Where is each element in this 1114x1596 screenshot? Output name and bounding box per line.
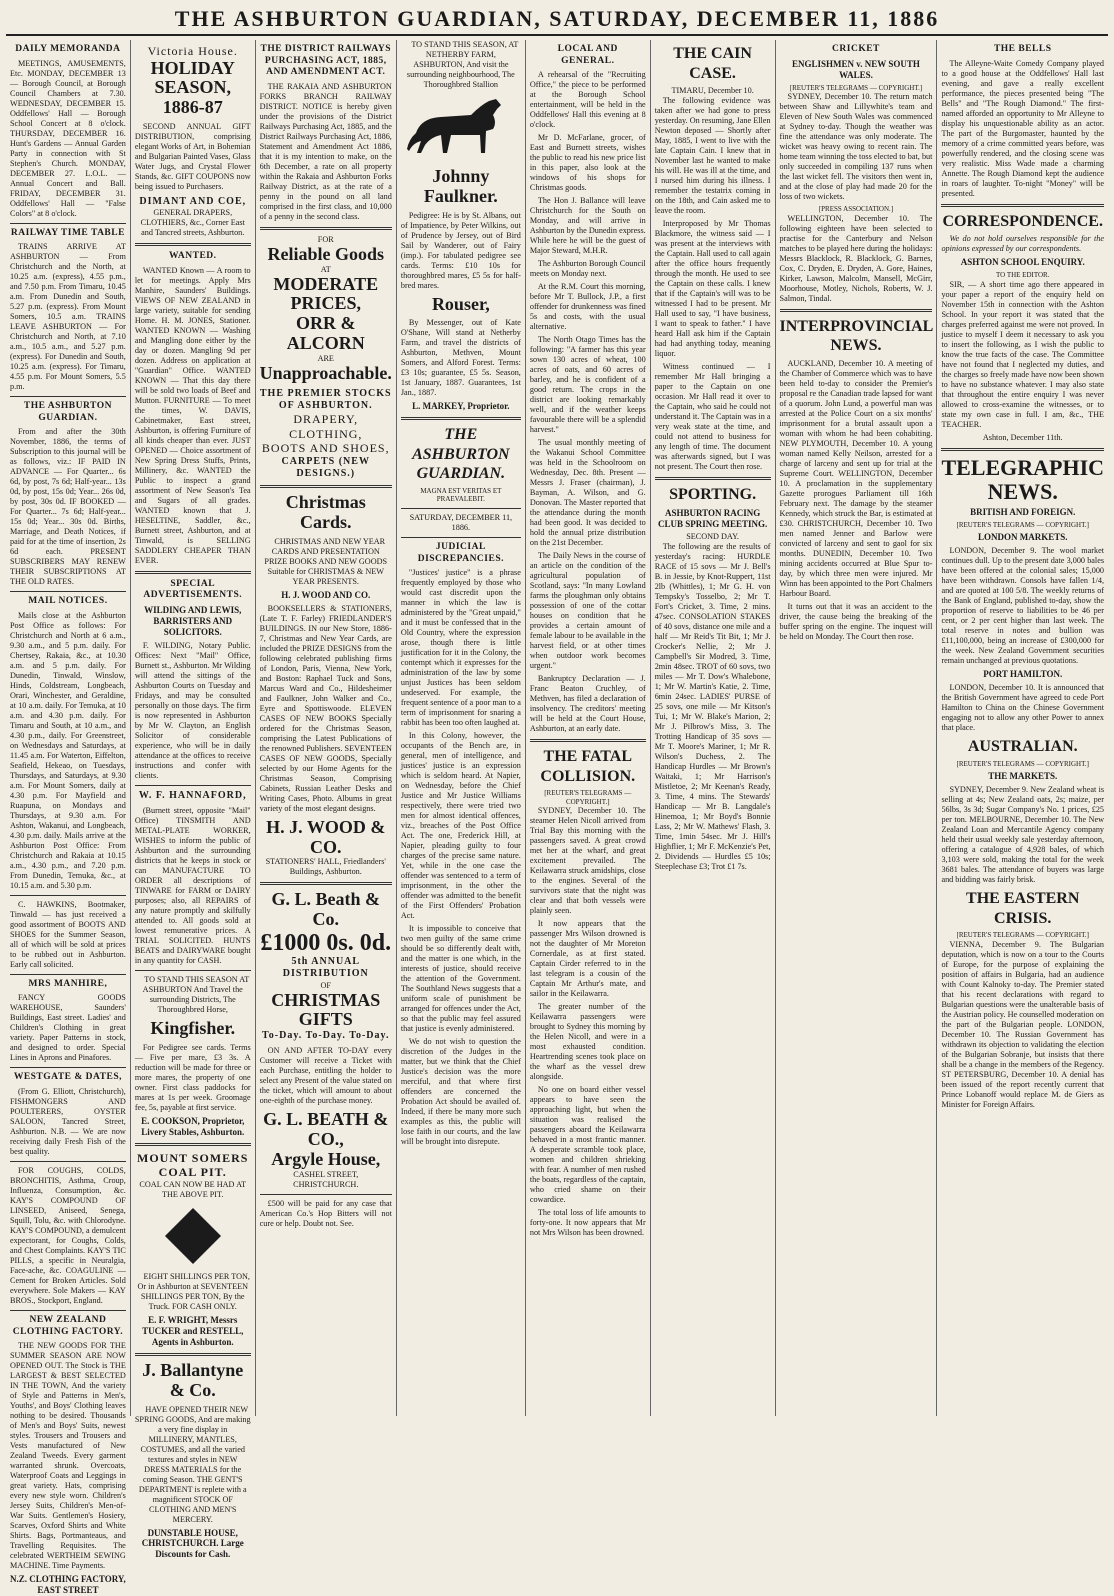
beath-big: G. L. BEATH & CO., — [263, 1109, 389, 1150]
fatal-collision-title: THE FATAL COLLISION. — [540, 748, 636, 785]
reliable-goods: Reliable Goods — [267, 243, 385, 264]
interprovincial-title: INTERPROVINCIAL NEWS. — [779, 317, 934, 355]
column-3 — [256, 40, 397, 1416]
judicial-paragraph: It is impossible to conceive that two men guilty of the same crime should be so differently dealt with, and the matter is one which, in the interests of justice, should receive the attention of the Government. The Southland News suggests that a uniform scale of punishment be arranged for offences under the Act, so that the public may feel assured that justice is evenly administered. — [400, 924, 521, 1034]
special-ads-title: SPECIAL ADVERTISEMENTS. — [143, 578, 243, 601]
divider — [655, 477, 771, 480]
stallion-name: Johnny Faulkner. — [423, 166, 498, 206]
column-8 — [937, 40, 1108, 1416]
moderate-prices: MODERATE PRICES, — [273, 273, 379, 314]
judicial-paragraph: We do not wish to question the discretion of the Judges in the matter, but we think that the Chief Justice's decision was the more merciful, and that where first offenders are concerned the Probation Act should be availed of. Indeed, if there be many more such examples as this, the public will lose faith in our courts, and the law will be brought into disrepute. — [400, 1037, 521, 1147]
bells-title: THE BELLS — [993, 44, 1052, 54]
divider — [135, 1143, 251, 1146]
beath-text: ON AND AFTER TO-DAY every Customer will receive a Ticket with each Purchase, entitling the holder to select any Present of the value stated on the ticket, which will amount to about one-eighth of the purchase money. — [259, 1046, 392, 1106]
mail-notices-text: Mails close at the Ashburton Post Office as follows: For Christchurch and North at 6 a.m., 9.30 a.m., and 5 p.m. daily. For Chertsey, Rakaia, &c., at 10.30 a.m. and 5 p.m. daily. For Dunedin, Tinwald, Winslow, Hinds, Coldstream, Longbeach, Orari, Winchester, and Geraldine, at 10 a.m. daily. For Temuka, at 10 a.m. and 4.30 p.m. daily. For Timaru and South, at 10 a.m., and 4.30 p.m., daily. For Greenstreet, on Wednesdays and Saturdays, at 11.45 a.m. For Waterton, Eiffelton, Seafield, Hekeao, on Tuesdays, Thursdays, and Saturdays, at 9.30 a.m. For Mount Somers, daily at 4.30 p.m. For Mayfield and Ruapuna, on Mondays and Thursdays, at 9.30 a.m. For Ashton, Wakanui, and Longbeach, 4.30 p.m. daily. Mails arrive at the Ashburton Post Office: From Christchurch and Rakaia at 10.15 a.m., 4.30 p.m., and 7.20 p.m. From Dunedin, Temuka, &c., at 10.15 a.m. and 5.30 p.m. — [10, 610, 126, 890]
railway-text: TRAINS ARRIVE AT ASHBURTON — From Christchurch and the North, at 10.25 a.m. (express), 4.55 p.m., and 7.50 p.m. From Timaru, 10.45 a.m. From Dunedin and South, 5.27 p.m. (express). From Mount Somers, 10.5 a.m. TRAINS LEAVE ASHBURTON — For Christchurch and North, at 7.10 a.m., 10.5 a.m., and 5.27 p.m. (express). For Dunedin and South, 10.25 a.m. (express). For Timaru, 4.55 p.m. For Mount Somers, 5.5 p.m. — [10, 242, 126, 392]
wilding-title: WILDING AND LEWIS, BARRISTERS AND SOLICITORS. — [144, 604, 242, 637]
columns — [6, 40, 1108, 1596]
eastern-text: VIENNA, December 9. The Bulgarian deputation, which is now on a tour to the Courts of Europe, for the purpose of explaining the position of affairs in Bulgaria, had an audience with Count Kalnoky to-day. The Premier stated that his recent declarations with regard to Bulgarian questions were the unalterable basis of the Austrian policy. He counselled moderation on the part of the Bulgarian people. LONDON, December 10. The Russian Government has withdrawn its objection to validating the election of the Bulgarian Sobranje, but insists that there shall be a change in the members of the Regency. ST PETERSBURG, December 10. A denial has been issued of the report recently current that Prince Lobanoff would replace M. de Giers as Minister for Foreign Affairs. — [941, 939, 1105, 1109]
coal-pit-title: MOUNT SOMERS COAL PIT. — [137, 1150, 249, 1180]
port-hamilton-title: PORT HAMILTON. — [983, 669, 1063, 680]
rouser-block — [401, 295, 521, 315]
divider — [260, 485, 392, 488]
argyle-address: CASHEL STREET, CHRISTCHURCH. — [293, 1169, 359, 1189]
collision-paragraph: No one on board either vessel appears to have seen the approaching light, but when the situation was realised the passengers aboard the Keilawarra behaved in a most frantic manner. A desperate scramble took place, women and children shrieking with fear. A number of men rushed the boats, regardless of the captain, who cried shame on their cowardice. — [529, 1085, 646, 1205]
divider — [10, 1067, 126, 1068]
beath-distribution: 5th ANNUAL DISTRIBUTION — [282, 956, 369, 980]
divider — [10, 1310, 126, 1311]
rouser-text: By Messenger, out of Kate O'Shane, Will stand at Netherby Farm, and travel the districts of Ashburton, Methven, Mount Somers, and Alford Forest. Terms: £3 10s; guarantee, £5 5s. Season, 1st January, 1887. Guarantees, 1st Jan., 1887. — [400, 318, 521, 398]
judicial-paragraph: In this Colony, however, the occupants of the Bench are, in general, men of intelligence, and justices' justice is an expression which is seldom heard. At Napier, on Wednesday, before the Chief Justice and Mr Justice Williams respectively, there were tried two men for almost identical offences, viz., breaches of the Post Office Act. The one, Frederick Hill, at Napier, pleading guilty to four charges of the precise same nature. Yet, while in the one case the offender was sentenced to a term of imprisonment, in the other the offender was admitted to the benefit of the First Offenders' Probation Act. — [400, 731, 521, 921]
telegraphic-caption: [REUTER'S TELEGRAMS — COPYRIGHT.] — [956, 520, 1089, 529]
collision-paragraph: The total loss of life amounts to forty-one. It now appears that Mr not Mrs Wilson has been drowned. — [529, 1208, 646, 1238]
divider — [780, 309, 933, 312]
coal-pit-sub: COAL CAN NOW BE HAD AT THE ABOVE PIT. — [139, 1180, 247, 1200]
nz-clothing-title: NEW ZEALAND CLOTHING FACTORY. — [12, 1315, 124, 1337]
hawkins-ad: C. HAWKINS, Bootmaker, Tinwald — has just received a good assortment of BOOTS AND SHOES for the Summer Season, all of which will be sold at prices to be rubbed out in Ashburton. Early call solicited. — [10, 899, 126, 969]
markets-title: THE MARKETS. — [988, 771, 1058, 782]
divider — [401, 537, 521, 538]
rouser-title: Rouser, — [431, 293, 490, 314]
premier-stocks: THE PREMIER STOCKS OF ASHBURTON. — [259, 387, 392, 411]
masthead — [6, 4, 1108, 36]
stallion-block — [401, 167, 521, 207]
beath-amount: £1000 0s. 0d. — [260, 929, 392, 956]
ballantyne-title: J. Ballantyne & Co. — [142, 1359, 244, 1400]
boots: BOOTS AND SHOES, — [261, 441, 390, 456]
beath-ad — [260, 890, 392, 1042]
argyle-house: Argyle House, — [271, 1149, 381, 1170]
column-4 — [397, 40, 526, 1416]
hannaford-block — [135, 790, 251, 802]
column-7 — [776, 40, 938, 1416]
divider — [401, 508, 521, 509]
beath-of: OF — [320, 980, 331, 990]
hj-wood-address: STATIONERS' HALL, Friedlanders' Buildings, Ashburton. — [265, 857, 386, 877]
masthead-title: THE ASHBURTON GUARDIAN, SATURDAY, DECEMBER 11, 1886 — [174, 6, 940, 31]
divider — [530, 739, 646, 742]
divider — [260, 227, 392, 230]
divider — [10, 223, 126, 224]
kingfisher-block — [135, 1019, 251, 1039]
collision-paragraph: It now appears that the passenger Mrs Wilson drowned is not the daughter of Mr Moreton Cornerdale, as at first stated. Captain Cirder referred to in the last telegram is a cousin of the Captain Mr Arthur's mate, and sailor in the Keilawarra. — [529, 919, 646, 999]
racing-title: ASHBURTON RACING CLUB SPRING MEETING. — [657, 507, 768, 529]
victoria-house-title: Victoria House. — [147, 44, 238, 58]
guardian-terms-text: From and after the 30th November, 1886, the terms of Subscription to this journal will be as follows, viz.: IF PAID IN ADVANCE — For Quarter... 6s 6d, by post, 7s 6d; Half-year... 13s 0d, by post, 15s 0d; Year... 26s 0d, by post, 30s 0d. IF BOOKED — For Quarter... 7s 6d; Half-year... 15s 0d; Year... 30s 0d. Births, Marriage, and Death Notices, if paid for at the time of insertion, 2s 6d each. PRESENT SUBSCRIBERS MAY RENEW THEIR SUBSCRIPTIONS AT THE OLD RATES. — [10, 427, 126, 587]
railway-title: RAILWAY TIME TABLE — [10, 227, 125, 238]
local-paragraph: The North Otago Times has the following: "A farmer has this year sown 130 acres of wheat, 100 acres of oats, and 60 acres of barley, and he is confident of a good return. The crops in the district are looking remarkably well, and if the weather keeps favourable there will be a splendid harvest." — [529, 335, 646, 435]
wanted-text: WANTED Known — A room to let for meetings. Apply Mrs Manhire, Saunders' Buildings. VIEWS OF NEW ZEALAND in large variety, suitable for sending Home. H. M. JONES, Stationer. WANTED KNOWN — Washing and Mangling done either by the day or dozen. Mangling 9d per dozen. Address on application at "Guardian" Office. WANTED KNOWN — That this day there will be sold two loads of Beef and Mutton. FURNITURE — To meet the times, W. DAVIS, Cabinetmaker, East street, Ashburton, is offering Furniture of all kinds cheaper than ever. JUST OPENED — Choice assortment of New Spring Dress Stuffs, Prints, Millinery, &c. WANTED the Public to inspect a grand assortment of New Season's Tea and Sugars of all grades. WANTED known that J. HESELTINE, Saddler, &c., Burnett street, Ashburton, and at Tinwald, is SELLING SADDLERY CHEAPER THAN EVER. — [134, 265, 251, 565]
mail-notices-title: MAIL NOTICES. — [28, 596, 108, 607]
clothing: CLOTHING, — [289, 426, 363, 441]
correspondence-note: We do not hold ourselves responsible for the opinions expressed by our correspondents. — [941, 234, 1105, 254]
drapery: DRAPERY, — [293, 411, 359, 426]
paper-title: THE ASHBURTON GUARDIAN. — [412, 426, 510, 483]
wanted-title: WANTED. — [168, 251, 217, 262]
australian-title: AUSTRALIAN. — [967, 738, 1078, 756]
ashton-title: ASHTON SCHOOL ENQUIRY. — [960, 257, 1085, 268]
victoria-house-ad — [135, 44, 251, 118]
cain-paragraph: Interproposed by Mr Thomas Blackmore, the witness said — I was present at the interviews with the Captain. Hall used to call again after the office hours frequently through the month. He used to see the Captain on these calls. I knew that if the Captain's will was to be witnessed I had to be present. Mr Hall used to say, "I have business, I want to speak to father." I have heard Hall ask him if the Captain had had anything today, meaning liquor. — [654, 219, 771, 359]
sporting-title: SPORTING. — [669, 486, 757, 504]
eastern-caption: [REUTER'S TELEGRAMS — COPYRIGHT.] — [956, 931, 1089, 940]
divider — [135, 785, 251, 786]
london-markets-title: LONDON MARKETS. — [977, 532, 1068, 543]
hannaford-title: W. F. HANNAFORD, — [138, 789, 247, 801]
kingfisher-name: Kingfisher. — [150, 1018, 236, 1039]
cricket-sub: ENGLISHMEN v. NEW SOUTH WALES. — [792, 58, 920, 80]
divider — [135, 970, 251, 971]
kingfisher-text: For Pedigree see cards. Terms — Five per mare, £3 3s. A reduction will be made for three or more mares, the property of one owner. First class paddocks for mares at 1s per week. Groomage fee, 5s, payable at first service. — [134, 1042, 251, 1112]
ballantyne-footer: DUNSTABLE HOUSE, CHRISTCHURCH. Large Discounts for Cash. — [141, 1527, 244, 1560]
coal-pit-price: EIGHT SHILLINGS PER TON, Or in Ashburton at SEVENTEEN SHILLINGS PER TON, By the Truck. FOR CASH ONLY. — [137, 1272, 250, 1312]
christmas-cards-title: Christmas Cards. — [285, 492, 366, 532]
collision-paragraph: The greater number of the Keilawarra passengers were brought to Sydney this morning by the Helen Nicoll, and were in a most exhausted condition. Heartrending scenes took place on the wharf as the vessel drew alongside. — [529, 1002, 646, 1082]
ballantyne-text: HAVE OPENED THEIR NEW SPRING GOODS, And are making a very fine display in MILLINERY, MANTLES, COSTUMES, and all the varied textures and styles in NEW DRESS MATERIALS for the coming Season. THE GENT'S DEPARTMENT is replete with a magnificent STOCK OF CLOTHING AND MEN'S MERCERY. — [134, 1404, 251, 1524]
local-paragraph: The usual monthly meeting of the Wakanui School Committee was held in the Schoolroom on Wednesday, Dec. 8th. Present — Messrs J. Fraser (chairman), J. Bayman, A. Wilson, and G. Donovan. The Master reported that the attendance during the month had been good. It was decided to hold the annual prize distribution on the 21st December. — [529, 438, 646, 548]
judicial-paragraph: "Justices' justice" is a phrase frequently employed by those who would cast discredit upon the manner in which the law is administered by the "Great unpaid," and it must be confessed that in the Old Country, where the expression arose, though there is little justification for it in the Colony, the contempt which it expresses for the administration of the law by some unjust Justices has been seldom undeserved. For example, the frequent sentence of a poor man to a term of imprisonment for snaring a rabbit has been too often laughed at. — [400, 568, 521, 728]
divider — [260, 882, 392, 885]
are-text: ARE — [317, 353, 334, 363]
orr-alcorn-name: ORR & ALCORN — [286, 313, 365, 353]
carpets: CARPETS (NEW DESIGNS.) — [281, 455, 370, 479]
racing-text: The following are the results of yesterday's racing: HURDLE RACE of 15 sovs — Mr J. Bell's B. in Jessie, by Knot-Ruppert, 11st 2lb (Whittles), 1; Mr G. H. von Tempsky's Tosselbo, 2; Mr T. Fort's Cricket, 3. Time, 2 mins. 47sec. CONSOLATION STAKES of 40 sovs, distance one mile and a half — Mr Reid's Tit Bit, 1; Mr J. Crocker's Nellie, 2; Mr J. Campbell's Sir Modred, 3. Time, 2min 48sec. TROT of 60 sovs, two miles — Mr T. Dow's Whalebone, 1; Mr W. Martin's Katie, 2. Time, 6min 24sec. LADIES' PURSE of 25 sovs, one mile — Mr Kitson's Tui, 1; Mr W. Blake's Marion, 2; Mr J. Pilbrow's Miss, 3. The Trotting Handicap of 35 sovs — Mr T. Moore's Mariner, 1; Mr R. Wilson's Duchess, 2. The Handicap Hurdles — Mr Brown's Waitaki, 1; Mr Harrison's Mistletoe, 2; Mr Keenan's Ready, 3. Time, 4 mins. The Stewards' Handicap — Mr B. Langdale's Hinemoa, 1; Mr Boyd's Bonnie Lass, 2; Mr W. Mathews' Flash, 3. Time, 1min 54sec. Mr J. Hill's Highflier, 1; Mr F. McKenzie's Pet, 2. Dividends — Hurdles £5 10s; Steeplechase £3; Trot £1 7s. — [654, 542, 771, 872]
eastern-crisis-title: THE EASTERN CRISIS. — [966, 890, 1080, 927]
london-markets-text: LONDON, December 9. The wool market continues dull. Up to the present date 3,000 bales have been offered at the colonial sales; 15,000 have been withdrawn. Consols have fallen 1/4, and are quoted at 100 5/8. The weekly returns of the Bank of England, published to-day, show the proportion of reserve to liabilities to be 46 per cent, or 2 per cent higher than last week. The total reserve in notes and bullion was £11,100,000, being an increase of £300,000 for the week. New Zealand Government securities remain unchanged at previous quotations. — [941, 546, 1105, 666]
coal-pit-block — [135, 1151, 251, 1200]
reliable-for: FOR — [317, 234, 334, 244]
local-paragraph: A rehearsal of the "Recruiting Office," the piece to be performed at the Borough School entertainment, will be held in the Oddfellows' Hall this evening at 8 o'clock. — [529, 70, 646, 130]
beath-today: To-Day. To-Day. To-Day. — [262, 1030, 390, 1042]
divider — [10, 591, 126, 592]
hj-wood-text: BOOKSELLERS & STATIONERS, (Late T. F. Farley) FRIEDLANDER'S BUILDINGS. IN our New Store, 1886-7, Christmas and New Year Cards, are included the PRIZE DESIGNS from the following celebrated publishing firms of London, Paris, Vienna, New York, and Boston: Raphael Tuck and Sons, Marcus Ward and Co., Hildesheimer and Faulkner, John Walker and Co., Eyre and Spottiswoode. ELEVEN CASES OF NEW BOOKS Specially ordered for the Christmas Season, comprising the Latest Publications of the renowned Publishers. SEVENTEEN CASES OF NEW GOODS, Specially selected by our Home Agents for the Christmas Season, Comprising Cabinets, Russian Leather Desks and Writing Cases, Photo. Albums in great variety of the most elegant designs. — [259, 603, 392, 813]
collision-paragraph: SYDNEY, December 10. The steamer Helen Nicoll arrived from Trial Bay this morning with the passengers saved. A great crowd met her at the wharf, and great excitement prevailed. The Keilawarra struck amidships, close to the engines. Several of the survivors state that the night was clear and that both vessels were plainly seen. — [529, 806, 646, 916]
cricket-caption: [REUTER'S TELEGRAMS — COPYRIGHT.] — [789, 83, 923, 92]
press-text: WELLINGTON, December 10. The following eighteen have been selected to practise for the Canterbury and Nelson matches to be played here during the holidays: Messrs Blacklock, R. Blacklock, G. Barnes, Cox, C. Dryden, E. Dryden, A. Gore, Haines, Kirker, Lawson, Malcolm, Mansell, McGirr, Moorhouse, Motley, Nichols, Roberts, W. J. Salmon, Tindal. — [779, 213, 933, 303]
telegraphic-title: TELEGRAPHIC NEWS. — [941, 454, 1105, 504]
column-2 — [131, 40, 256, 1560]
diamond-ornament-icon — [135, 1206, 251, 1266]
judicial-title: JUDICIAL DISCREPANCIES. — [417, 541, 504, 564]
dimant-sub: GENERAL DRAPERS, CLOTHIERS, &c., Corner East and Tancred streets, Ashburton. — [140, 208, 245, 238]
victoria-house-text: SECOND ANNUAL GIFT DISTRIBUTION, comprising elegant Works of Art, in Bohemian and Bulgarian Painted Vases, Glass Water Jugs, and Crystal Flower Stands, &c. GIFT COUPONS now being issued to Purchasers. — [134, 122, 251, 192]
westgate-title: WESTGATE & DATES, — [13, 1072, 122, 1083]
stallion-intro: TO STAND THIS SEASON, AT NETHERBY FARM, ASHBURTON, And visit the surrounding neighbourhood, The Thoroughbred Stallion — [406, 40, 519, 89]
divider — [135, 1353, 251, 1356]
ballantyne-block — [135, 1361, 251, 1401]
railway-act-title: THE DISTRICT RAILWAYS PURCHASING ACT, 1885, AND AMENDMENT ACT. — [260, 44, 392, 78]
ashton-to: TO THE EDITOR. — [995, 271, 1050, 280]
divider — [401, 417, 521, 420]
dimant-title: DIMANT AND COE, — [139, 196, 247, 208]
guardian-terms-title: THE ASHBURTON GUARDIAN. — [23, 401, 112, 423]
unapproachable: Unapproachable. — [259, 362, 392, 383]
ashton-text: SIR, — A short time ago there appeared in your paper a report of the enquiry held on November 15th in connection with the Ashton School. In your report it was stated that the charges preferred against me were not proved. In justice to myself I deem it necessary to ask you to insert the following, as I wish the public to know the true facts of the case. The Committee have not found that I neglected my duties, and the charges so freely made have now been shown to have no substance whatever. I may also state that throughout the entire enquiry I was never allowed to cross-examine the witnesses, or to state my own case in full. I am, &c., THE TEACHER. — [941, 279, 1105, 429]
local-general-title: LOCAL AND GENERAL. — [557, 44, 618, 66]
cain-case-dateline: TIMARU, December 10. — [671, 86, 754, 96]
port-hamilton-text: LONDON, December 10. It is announced that the British Government have agreed to cede Port Hamilton to China on the Chinese Government engaging not to allow any other Power to annex that place. — [941, 683, 1105, 733]
manhire-title: MRS MANHIRE, — [28, 978, 108, 989]
hj-wood-title: H. J. WOOD AND CO. — [281, 589, 371, 600]
dimant-block — [135, 196, 251, 238]
divider — [135, 243, 251, 246]
local-paragraph: Mr D. McFarlane, grocer, of East and Burnett streets, wishes the public to read his new price list in this paper, also look at the windows of his shops for Christmas goods. — [529, 133, 646, 193]
cricket-text: SYDNEY, December 10. The return match between Shaw and Lillywhite's team and Eleven of New South Wales was commenced at Sydney to-day. Though the weather was fine the attendance was only moderate. The wicket was heavy owing to recent rain. The home team winning the toss elected to bat, but only succeeded in compiling 137 runs when the last wicket fell. The visitors then went in, and at the close of play had made 20 for the loss of two wickets. — [779, 92, 933, 202]
christmas-cards-ad — [260, 493, 392, 533]
hop-bitters-notice: £500 will be paid for any case that American Co.'s Hop Bitters will not cure or help. Doubt not. See. — [259, 1198, 392, 1228]
fatal-collision-caption: [REUTER'S TELEGRAMS — COPYRIGHT.] — [544, 789, 632, 806]
wilding-text: F. WILDING, Notary Public. Offices: Next "Mail" Office, Burnett st., Ashburton. Mr Wilding will attend the sittings of the Ashburton Courts on Tuesday and Fridays, and may be consulted personally on those days. The firm is now represented in Ashburton by Mr W. Clayton, an English Solicitor of considerable experience, who will be in daily attendance at the offices to receive instructions and confer with clients. — [134, 640, 251, 780]
reliable-at: AT — [320, 264, 331, 274]
divider — [260, 1194, 392, 1195]
markets-text: SYDNEY, December 9. New Zealand wheat is selling at 4s; New Zealand oats, 2s; maize, per 56lbs, 3s 3d; Sugar Company's No. 1 prices, £25 per ton. MELBOURNE, December 10. The New Zealand Loan and Mercantile Agency company held their usual weekly sale yesterday afternoon, offering a catalogue of 4,928 bales, of which 3,103 were sold, making the total for the week 3681 bales. The attendance of buyers was large and bidding was fairly brisk. — [941, 785, 1105, 885]
beath-gifts: CHRISTMAS GIFTS — [271, 989, 381, 1030]
divider — [10, 895, 126, 896]
stallion-text: Pedigree: He is by St. Albans, out of Impatience, by Peter Wilkins, out of Prudence by Jersey, out of Bird Sail by Wanderer, out of Fairy (imp.). For tabulated pedigree see cards. Terms: £10 10s for thoroughbred mares, £5 5s for half-bred mares. — [400, 210, 521, 290]
cain-case-title: THE CAIN CASE. — [673, 45, 752, 82]
local-paragraph: Bankruptcy Declaration — J. Franc Beaton Cruchley, of Methven, has filed a declaration of insolvency. The creditors' meeting will be held at the Court House, Ashburton, at an early date. — [529, 674, 646, 734]
divider — [10, 1161, 126, 1162]
kingfisher-signature: E. COOKSON, Proprietor, Livery Stables, Ashburton. — [141, 1115, 245, 1137]
cain-paragraph: Witness continued — I remember Mr Hall bringing a paper to the Captain on one occasion. Mr Hall read it over to the Captain, who said he could not understand it. The Captain was in a very weak state at the time, and could not attend to business for any length of time. The document was afterwards signed, but I was not present. The Court then rose. — [654, 362, 771, 472]
local-paragraph: The Daily News in the course of an article on the condition of the agricultural population of Scotland, says: "In many Lowland farms the ploughman only obtains possession of one of the cottar houses on condition that he provides a certain amount of female labour to be available in the harvest field, or at other times when outdoor work becomes urgent." — [529, 551, 646, 671]
manhire-text: FANCY GOODS WAREHOUSE, Saunders' Buildings, East street. Ladies' and Children's Clothing in great variety. Paper Patterns in stock, and designed to order. Special Lines in Aprons and Pinafores. — [10, 993, 126, 1063]
divider — [10, 396, 126, 397]
column-5 — [526, 40, 651, 1416]
holiday-season-heading: HOLIDAY SEASON, 1886-87 — [150, 57, 235, 118]
accident-text: It turns out that it was an accident to the driver, the cause being the breaking of the buffer spring on the engine. The inquest will be held on Monday. The Court then rose. — [779, 601, 933, 641]
telegraphic-sub: BRITISH AND FOREIGN. — [970, 506, 1076, 517]
local-paragraph: The Hon J. Ballance will leave Christchurch for the South on Monday, and will arrive in Ashburton by the Dunedin express. While here he will be the guest of Major Steward, M.H.R. — [529, 196, 646, 256]
column-1 — [6, 40, 131, 1596]
daily-memoranda-text: MEETINGS, AMUSEMENTS, Etc. MONDAY, DECEMBER 13 — Borough Council, at Borough Council Chambers at 7.30. WEDNESDAY, DECEMBER 15. Oddfellows' Hall — Borough School Concert at 8 o'clock. THURSDAY, DECEMBER 16. Hunt's Gardens — Annual Garden Party in connection with St Stephen's Church. MONDAY, DECEMBER 27. L.O.L. — Annual Concert and Ball. FRIDAY, DECEMBER 31. Oddfellows' Hall — "False Colors" at 8 o'clock. — [10, 58, 126, 218]
local-paragraph: At the R.M. Court this morning, before Mr T. Bullock, J.P., a first offender for drunkenness was fined 5s and costs, with the usual alternative. — [529, 282, 646, 332]
kingfisher-intro: TO STAND THIS SEASON AT ASHBURTON And Travel the surrounding Districts, The Thoroughbred Horse, — [142, 975, 250, 1015]
correspondence-title: CORRESPONDENCE. — [942, 212, 1103, 230]
australian-caption: [REUTER'S TELEGRAMS — COPYRIGHT.] — [956, 759, 1089, 768]
christmas-cards-text: CHRISTMAS AND NEW YEAR CARDS AND PRESENTATION PRIZE BOOKS AND NEW GOODS Suitable for CHRISTMAS & NEW YEAR PRESENTS. — [264, 536, 388, 586]
paper-motto: MAGNA EST VERITAS ET PRAEVALEBIT. — [420, 486, 502, 504]
orr-alcorn-ad — [260, 235, 392, 480]
press-caption: [PRESS ASSOCIATION.] — [818, 205, 894, 214]
hannaford-text: (Burnett street, opposite "Mail" Office) TINSMITH AND METAL-PLATE WORKER, WISHES to inform the public of Ashburton and the surrounding districts that he keeps in stock or can MANUFACTURE TO ORDER all descriptions of TINWARE for FARM or DAIRY purposes; also, all REPAIRS of any nature promptly and skilfully attended to. All goods sold at lowest remunerative prices. A TRIAL SOLICITED. HUNTS BEATS and DAIRYWARE bought in any quantity for CASH. — [134, 806, 251, 966]
cain-paragraph: The following evidence was taken after we had gone to press yesterday. On resuming, Jane Ellen Newton deposed — Shortly after May, 1885, I went to live with the late Captain Cain. I knew that in November last he wanted to make his will. He was ill at the time, and I nursed him during his illness. I remember the testatrix coming in on the 18th, and Cain asked me to leave the room. — [654, 96, 771, 216]
nz-clothing-footer: N.Z. CLOTHING FACTORY, EAST STREET — [10, 1574, 126, 1596]
westgate-text: (From G. Elliott, Christchurch), FISHMONGERS AND POULTERERS, OYSTER SALOON, Tancred Street, Ashburton. N.B. — We are now receiving daily Fresh Fish of the best quality. — [10, 1087, 126, 1157]
divider — [941, 204, 1104, 207]
ashton-date: Ashton, December 11th. — [982, 432, 1063, 442]
hj-wood-big: H. J. WOOD & CO. — [266, 816, 386, 857]
daily-memoranda-title: DAILY MEMORANDA — [15, 44, 121, 54]
hj-wood-sign — [260, 818, 392, 878]
paper-date: SATURDAY, DECEMBER 11, 1886. — [409, 512, 513, 532]
racing-sub: SECOND DAY. — [686, 532, 739, 542]
divider — [135, 571, 251, 574]
divider — [10, 974, 126, 975]
column-6 — [651, 40, 776, 1416]
coal-pit-signature: E. F. WRIGHT, Messrs TUCKER and RESTELL, Agents in Ashburton. — [142, 1315, 244, 1347]
interprovincial-text: AUCKLAND, December 10. A meeting of the Chamber of Commerce which was to have been held to-day to consider the Premier's proposal re the Canadian trade lapsed for want of a quorum. John Lund, a powerful man was arrested at the Police Court on a six months' imprisonment for a brutal assault upon a woman with whom he had been cohabiting. NEW PLYMOUTH, December 10. A young woman named Kelly Neilson, arrested for a charge of larceny and sent up for trial at the Supreme Court. WELLINGTON, December 10. A proclamation in the supplementary Gazette prorogues Parliament till 16th February next. The damage by the steamer Kennedy, which struck the Bar, is estimated at £30. CHRISTCHURCH, December 10. Two men named Jenner and Barlow were convicted of larceny and sent to gaol for six months. DUNEDIN, December 10. Two mining accidents occurred at Blue Spur to-day, by which three men were injured. Mr Winn has been appointed to the Port Chalmers Harbour Board. — [779, 358, 933, 598]
rouser-signature: L. MARKEY, Proprietor. — [412, 401, 510, 412]
kays-ad: FOR COUGHS, COLDS, BRONCHITIS, Asthma, Croup, Influenza, Consumption, &c. KAY'S COMPOUND OF LINSEED, Aniseed, Senega, Squill, Tolu, &c. with Chlorodyne. KAY'S COMPOUND, a demulcent expectorant, for Coughs, Colds, and Chest Complaints. KAY'S TIC PILLS, a specific in Neuralgia, Face-ache, &c. COAGULINE — Cement for Broken Articles. Sold everywhere. Sole Makers — KAY BROS., Stockport, England. — [10, 1166, 126, 1306]
nz-clothing-text: THE NEW GOODS FOR THE SUMMER SEASON ARE NOW OPENED OUT. The Stock is THE LARGEST & BEST SELECTED IN THE TOWN, And the variety of Style and Patterns in Men's, Youths', and Boys' Clothing leaves nothing to be desired. Thousands of Men's and Boys' Suits, newest styles. Trousers and Trousers and Vests manufactured of New Zealand Tweeds. Every garment warranted shrunk. Overcoats, Waterproof Coats and Leggings in great variety. Hats, comprising every new style worn. Children's Jersey Suits, Children's Men-of-War Suits. Gentlemen's Hosiery, Scarves, Oxford Shirts and White Shirts. Bags, Portmanteaus, and Travelling Requisites. The celebrated WERTHEIM SEWING MACHINE. Time Payments. — [10, 1341, 126, 1571]
beath-footer — [260, 1110, 392, 1189]
divider — [941, 448, 1104, 451]
railway-act-text: THE RAKAIA AND ASHBURTON FORKS BRANCH RAILWAY DISTRICT. NOTICE is hereby given under the provisions of the District Railways Purchasing Act, 1885, and the District Railways Purchasing Act, 1886, Statement and Amendment Act 1886, that it is my intention to make, on the 6th December, a rate on all property within the Rakaia and Ashburton Forks Railway District, as at the rate of a penny in the pound on all land comprised in the first class, and 10,000 of a penny in the second class. — [259, 81, 392, 221]
local-paragraph: The Ashburton Borough Council meets on Monday next. — [529, 259, 646, 279]
bells-text: The Alleyne-Waite Comedy Company played to a good house at the Oddfellows' Hall last evening, and gave a really excellent performance, the pieces presented being "The Bells" and "The Rough Diamond." The first-named afforded an opportunity to Mr Alleyne to display his unquestionable ability as an actor. The part of the Burgomaster, haunted by the memory of a crime committed years before, was powerfully rendered, and the closing scene was very realistic. Miss Wade made a charming Annette. The Rough Diamond kept the audience in roars of laughter. To-night "Money" will be presented. — [941, 58, 1105, 198]
horse-icon — [401, 93, 521, 163]
beath-title: G. L. Beath & Co. — [271, 889, 381, 930]
cricket-title: CRICKET — [832, 44, 880, 54]
